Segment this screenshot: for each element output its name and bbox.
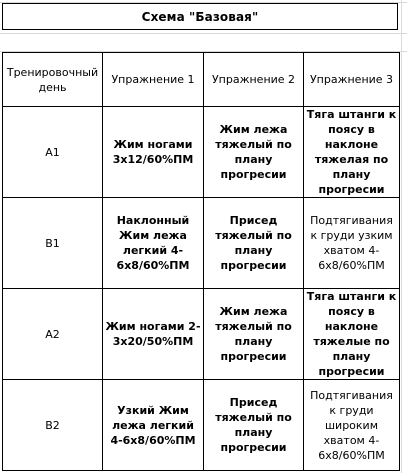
exercise-2-cell[interactable]: Жим лежа тяжелый по плану прогресии bbox=[204, 107, 304, 198]
training-plan-table bbox=[2, 52, 400, 471]
day-cell[interactable]: А1 bbox=[3, 107, 103, 198]
exercise-2-cell[interactable]: Присед тяжелый по плану прогресии bbox=[204, 198, 304, 289]
header-cell-day[interactable]: Тренировочный день bbox=[3, 53, 103, 107]
day-cell[interactable]: А2 bbox=[3, 289, 103, 380]
sheet-title: Схема "Базовая" bbox=[2, 3, 398, 30]
table-row bbox=[3, 289, 400, 380]
header-cell-exercise-1[interactable]: Упражнение 1 bbox=[103, 53, 204, 107]
exercise-3-cell[interactable]: Подтягивания к груди узким хватом 4-6х8/60%ПМ bbox=[304, 198, 400, 289]
exercise-3-cell[interactable]: Подтягивания к груди широким хватом 4-6х8/60%ПМ bbox=[304, 380, 400, 471]
table-row bbox=[3, 107, 400, 198]
header-cell-exercise-3[interactable]: Упражнение 3 bbox=[304, 53, 400, 107]
exercise-3-cell[interactable]: Тяга штанги к поясу в наклоне тяжелые по плану прогресии bbox=[304, 289, 400, 380]
table-row bbox=[3, 198, 400, 289]
header-cell-exercise-2[interactable]: Упражнение 2 bbox=[204, 53, 304, 107]
exercise-1-cell[interactable]: Узкий Жим лежа легкий 4-6х8/60%ПМ bbox=[103, 380, 204, 471]
exercise-3-cell[interactable]: Тяга штанги к поясу в наклоне тяжелая по плану прогресии bbox=[304, 107, 400, 198]
exercise-1-cell[interactable]: Жим ногами 3х12/60%ПМ bbox=[103, 107, 204, 198]
exercise-1-cell[interactable]: Наклонный Жим лежа легкий 4-6х8/60%ПМ bbox=[103, 198, 204, 289]
exercise-2-cell[interactable]: Жим лежа тяжелый по плану прогресии bbox=[204, 289, 304, 380]
day-cell[interactable]: В2 bbox=[3, 380, 103, 471]
day-cell[interactable]: В1 bbox=[3, 198, 103, 289]
exercise-1-cell[interactable]: Жим ногами 2-3х20/50%ПМ bbox=[103, 289, 204, 380]
gridline bbox=[0, 33, 407, 34]
table-row bbox=[3, 380, 400, 471]
gridline bbox=[401, 0, 402, 473]
table-header-row bbox=[3, 53, 400, 107]
exercise-2-cell[interactable]: Присед тяжелый по плану прогресии bbox=[204, 380, 304, 471]
